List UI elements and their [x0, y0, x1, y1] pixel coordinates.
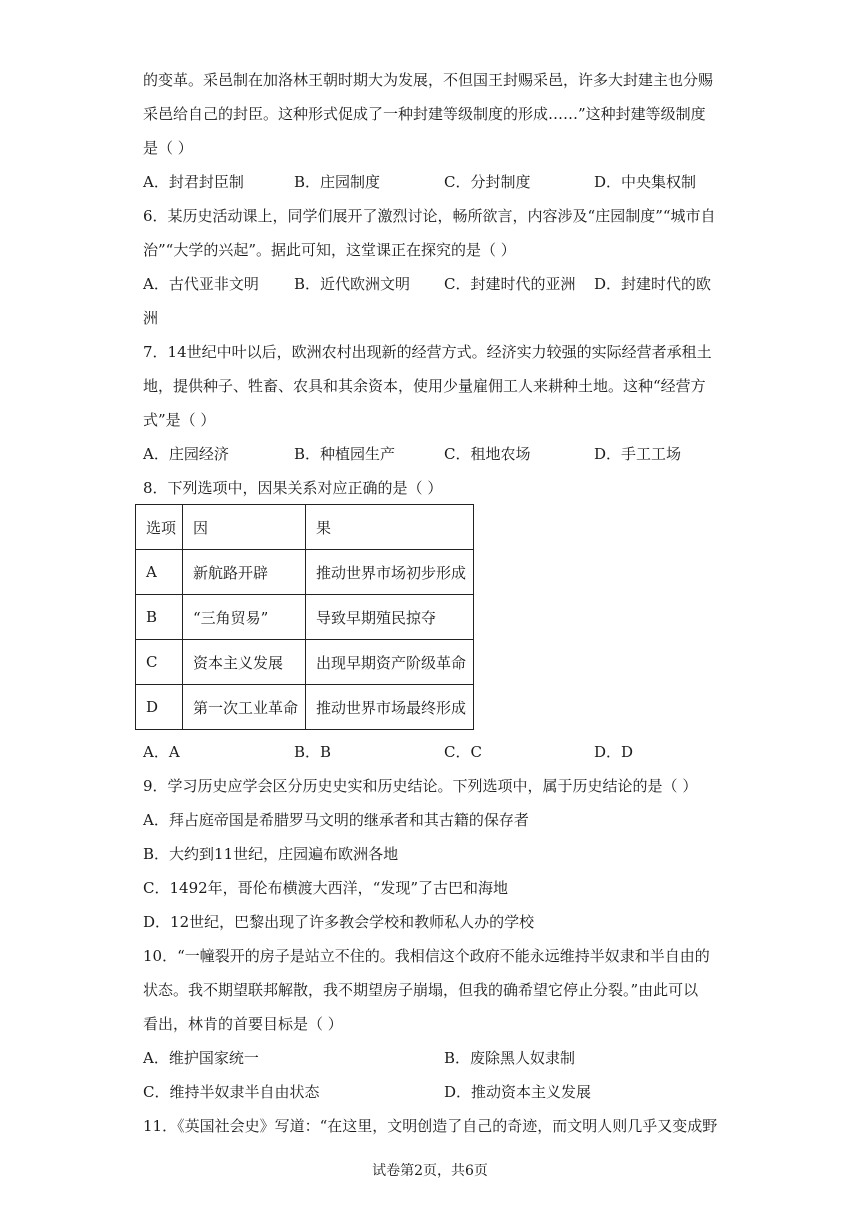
q6-line-1: 6．某历史活动课上，同学们展开了激烈讨论，畅所欲言，内容涉及“庄园制度”“城市自 — [143, 207, 716, 225]
q7-line-1: 7．14世纪中叶以后，欧洲农村出现新的经营方式。经济实力较强的实际经营者承租土 — [143, 343, 712, 361]
q6-option-d-wrap: 洲 — [143, 309, 159, 327]
q7-line-3: 式”是（ ） — [143, 411, 216, 429]
q8-option-a[interactable]: A．A — [143, 743, 180, 761]
q10-option-c[interactable]: C．维持半奴隶半自由状态 — [143, 1083, 320, 1101]
q8-option-d[interactable]: D．D — [594, 743, 634, 761]
q8-option-b[interactable]: B．B — [294, 743, 332, 761]
table-cell: B — [136, 595, 183, 640]
q7-line-2: 地，提供种子、牲畜、农具和其余资本，使用少量雇佣工人来耕种土地。这种“经营方 — [143, 377, 706, 395]
table-row — [136, 640, 474, 685]
table-cell: “三角贸易” — [183, 595, 306, 640]
table-row — [136, 550, 474, 595]
table-cell: C — [136, 640, 183, 685]
q6-option-a[interactable]: A．古代亚非文明 — [143, 275, 259, 293]
q5-line-3: 是（ ） — [143, 139, 193, 157]
q10-line-2: 状态。我不期望联邦解散，我不期望房子崩塌，但我的确希望它停止分裂。”由此可以 — [143, 981, 699, 999]
table-cell: 导致早期殖民掠夺 — [306, 595, 474, 640]
q8-line: 8．下列选项中，因果关系对应正确的是（ ） — [143, 479, 443, 497]
q5-option-b[interactable]: B．庄园制度 — [294, 173, 381, 191]
table-header-cell: 因 — [183, 505, 306, 550]
table-header-cell: 果 — [306, 505, 474, 550]
table-row — [136, 595, 474, 640]
q10-line-1: 10．“一幢裂开的房子是站立不住的。我相信这个政府不能永远维持半奴隶和半自由的 — [143, 947, 710, 965]
q7-option-a[interactable]: A．庄园经济 — [143, 445, 229, 463]
q5-option-d[interactable]: D．中央集权制 — [594, 173, 697, 191]
q7-option-d[interactable]: D．手工工场 — [594, 445, 682, 463]
table-cell: 资本主义发展 — [183, 640, 306, 685]
q9-option-a[interactable]: A．拜占庭帝国是希腊罗马文明的继承者和其古籍的保存者 — [143, 811, 529, 829]
q6-option-c[interactable]: C．封建时代的亚洲 — [444, 275, 576, 293]
table-row — [136, 685, 474, 730]
q5-option-c[interactable]: C．分封制度 — [444, 173, 531, 191]
table-header-row — [136, 505, 474, 550]
q9-line: 9．学习历史应学会区分历史史实和历史结论。下列选项中，属于历史结论的是（ ） — [143, 777, 698, 795]
q10-option-b[interactable]: B．废除黑人奴隶制 — [444, 1049, 576, 1067]
table-cell: D — [136, 685, 183, 730]
table-cell: 出现早期资产阶级革命 — [306, 640, 474, 685]
page-footer: 试卷第2页，共6页 — [372, 1163, 488, 1179]
q10-option-a[interactable]: A．维护国家统一 — [143, 1049, 259, 1067]
q6-line-2: 治”“大学的兴起”。据此可知，这堂课正在探究的是（ ） — [143, 241, 516, 259]
q6-option-b[interactable]: B．近代欧洲文明 — [294, 275, 411, 293]
q9-option-c[interactable]: C．1492年，哥伦布横渡大西洋，“发现”了古巴和海地 — [143, 879, 508, 897]
q11-line: 11．《英国社会史》写道：“在这里，文明创造了自己的奇迹，而文明人则几乎又变成野 — [143, 1117, 718, 1135]
q6-option-d[interactable]: D．封建时代的欧 — [594, 275, 712, 293]
table-cell: 推动世界市场最终形成 — [306, 685, 474, 730]
q5-option-a[interactable]: A．封君封臣制 — [143, 173, 244, 191]
table-cell: 推动世界市场初步形成 — [306, 550, 474, 595]
q9-option-d[interactable]: D．12世纪，巴黎出现了许多教会学校和教师私人办的学校 — [143, 913, 535, 931]
q9-option-b[interactable]: B．大约到11世纪，庄园遍布欧洲各地 — [143, 845, 399, 863]
cause-effect-table — [135, 504, 474, 730]
table-cell: 第一次工业革命 — [183, 685, 306, 730]
q5-line-1: 的变革。采邑制在加洛林王朝时期大为发展，不但国王封赐采邑，许多大封建主也分赐 — [143, 71, 714, 89]
table-cell: 新航路开辟 — [183, 550, 306, 595]
table-cell: A — [136, 550, 183, 595]
q8-option-c[interactable]: C．C — [444, 743, 482, 761]
q10-line-3: 看出，林肯的首要目标是（ ） — [143, 1015, 343, 1033]
q10-option-d[interactable]: D．推动资本主义发展 — [444, 1083, 592, 1101]
q7-option-b[interactable]: B．种植园生产 — [294, 445, 396, 463]
table-header-cell: 选项 — [136, 505, 183, 550]
q5-line-2: 采邑给自己的封臣。这种形式促成了一种封建等级制度的形成……”这种封建等级制度 — [143, 105, 706, 123]
q7-option-c[interactable]: C．租地农场 — [444, 445, 531, 463]
